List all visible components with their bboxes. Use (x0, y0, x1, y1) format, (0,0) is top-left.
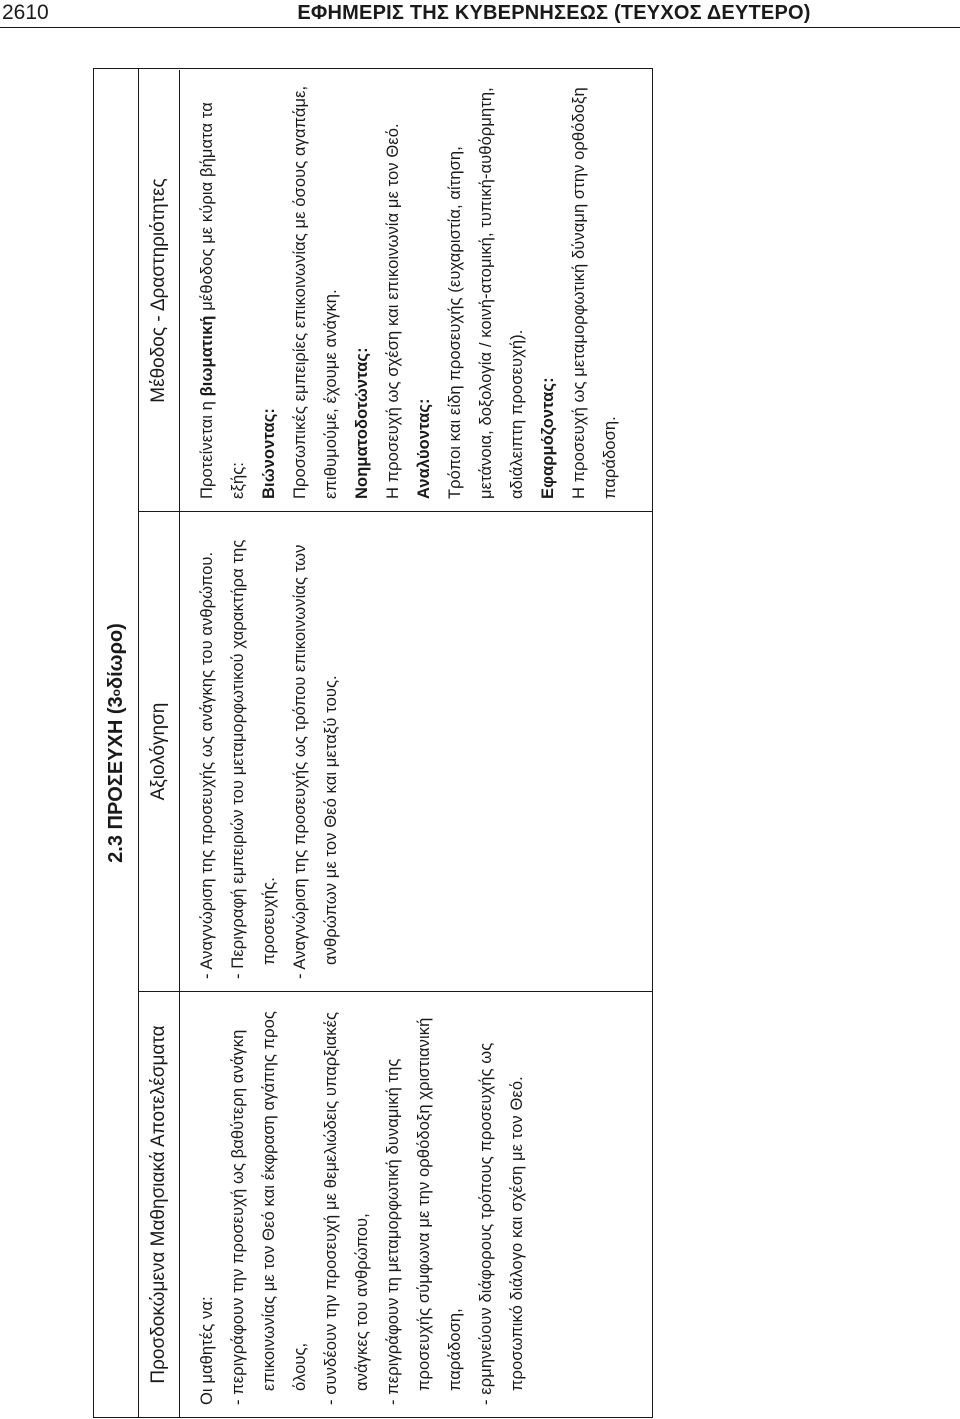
column-method-activities (139, 70, 653, 512)
outcome-item: - περιγράφουν τη μεταμορφωτική δυναμική της προσευχής σύμφωνα με την ορθόδοξη χριστιανική παράδοση, (384, 1017, 464, 1405)
method-intro-bold: βιωματική (198, 315, 216, 397)
column-body (180, 512, 355, 991)
method-intro-text: μέθοδος με κύρια βήματα τα εξής: (198, 102, 247, 499)
step-label: Βιώνοντας: (260, 408, 278, 499)
assessment-item: - Αναγνώριση της προσευχής ως ανάγκης του ανθρώπου. (198, 551, 216, 979)
column-learning-outcomes (139, 992, 653, 1417)
gazette-title: ΕΦΗΜΕΡΙΣ ΤΗΣ ΚΥΒΕΡΝΗΣΕΩΣ (ΤΕΥΧΟΣ ΔΕΥΤΕΡΟ) (297, 2, 811, 24)
assessment-item: - Περιγραφή εμπειριών του μεταμορφωτικού χαρακτήρα της προσευχής. (229, 539, 278, 979)
step-text: Η προσευχή ως σχέση και επικοινωνία με τον Θεό. (384, 123, 402, 499)
table-title-rest: δίωρο) (104, 623, 127, 689)
step-text: Τρόποι και είδη προσευχής (ευχαριστία, αίτηση, μετάνοια, δοξολογία / κοινή-ατομική, τυπική-αυθόρμητη, αδιάλειπτη προσευχή). (446, 87, 526, 499)
column-body (180, 70, 634, 511)
outcome-item: - ερμηνεύουν διάφορους τρόπους προσευχής ως προσωπικό διάλογο και σχέση με τον Θεό. (477, 1042, 526, 1405)
table-title: 2.3 ΠΡΟΣΕΥΧΗ (3 ο δίωρο) (94, 69, 139, 1417)
table-title-main: 2.3 ΠΡΟΣΕΥΧΗ (3 (104, 696, 127, 863)
assessment-item: - Αναγνώριση της προσευχής ως τρόπου επικοινωνίας των ανθρώπων με τον Θεό και μεταξύ τους. (291, 544, 340, 979)
table-columns (139, 69, 653, 1417)
page-header (0, 0, 960, 32)
column-body (180, 992, 541, 1417)
outcomes-intro: Οι μαθητές να: (198, 1296, 216, 1405)
curriculum-table (93, 68, 653, 1418)
method-intro (192, 80, 254, 499)
column-heading: Προσδοκώμενα Μαθησιακά Αποτελέσματα (139, 992, 180, 1417)
outcome-item: - περιγράφουν την προσευχή ως βαθύτερη ανάγκη επικοινωνίας με τον Θεό και έκφραση αγάπης προς όλους, (229, 1011, 309, 1405)
step-label: Εφαρμόζοντας: (539, 377, 557, 499)
page-number: 2610 (2, 1, 49, 24)
header-rule (0, 27, 960, 28)
column-assessment (139, 512, 653, 992)
step-label: Νοηματοδοτώντας: (353, 347, 371, 499)
step-text: Η προσευχή ως μεταμορφωτική δύναμη στην ορθόδοξη παράδοση. (570, 87, 619, 499)
outcome-item: - συνδέουν την προσευχή με θεμελιώδεις υπαρξιακές ανάγκες του ανθρώπου, (322, 1011, 371, 1405)
column-heading: Αξιολόγηση (139, 512, 180, 991)
step-text: Προσωπικές εμπειρίες επικοινωνίας με όσους αγαπάμε, επιθυμούμε, έχουμε ανάγκη. (291, 85, 340, 499)
curriculum-table-frame (93, 68, 653, 1418)
column-heading: Μέθοδος - Δραστηριότητες (139, 70, 180, 511)
method-intro-text: Προτείνεται η (198, 396, 216, 499)
step-label: Αναλύοντας: (415, 398, 433, 499)
